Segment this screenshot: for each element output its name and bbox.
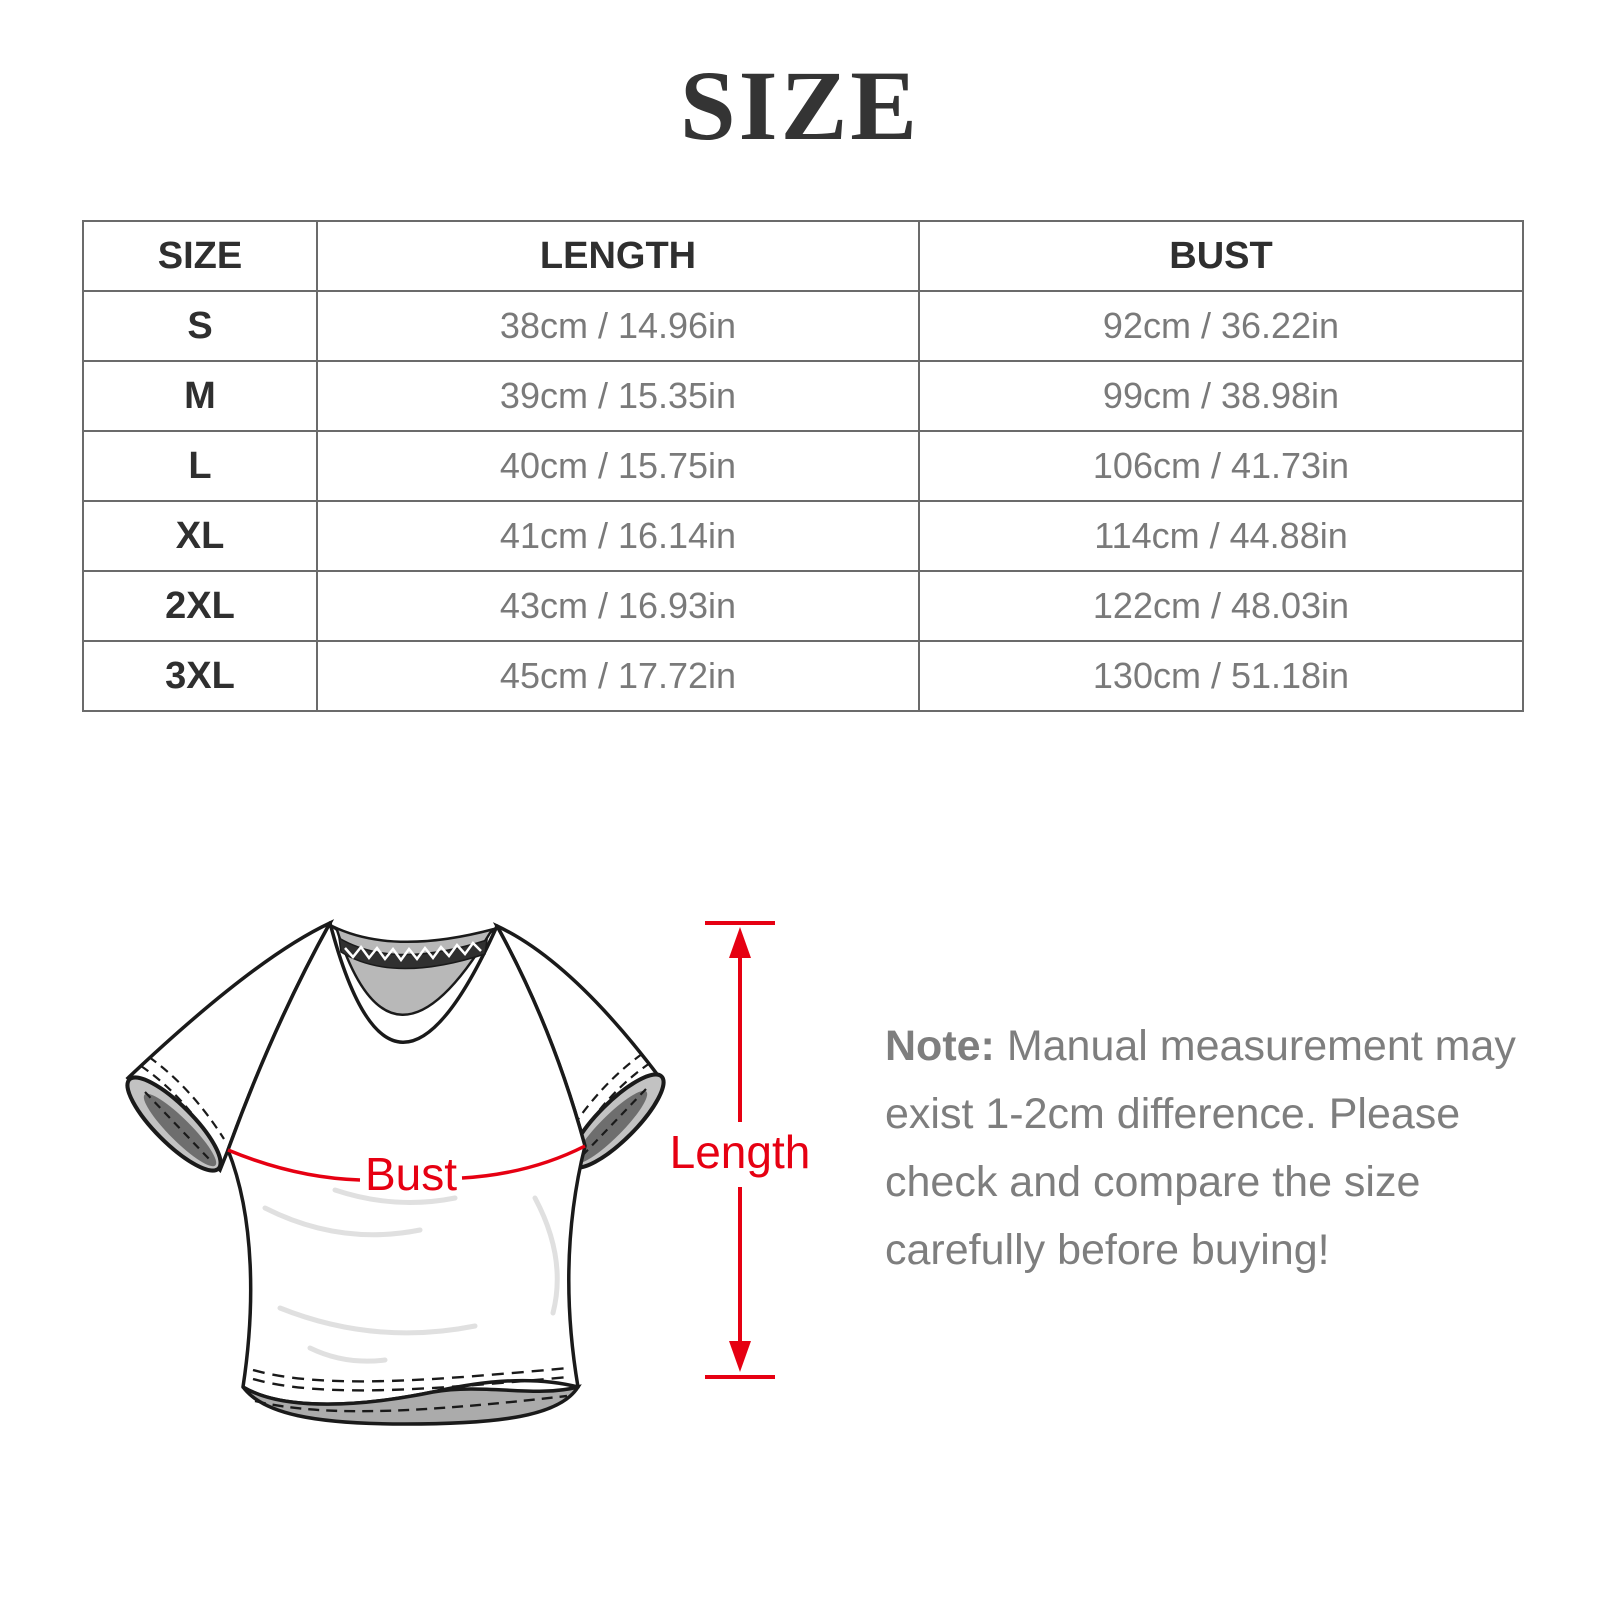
note-text: Manual measurement may <box>1006 1022 1516 1070</box>
note-label: Note: <box>885 1022 995 1070</box>
bust-cell: 99cm / 38.98in <box>919 361 1523 431</box>
size-table-body <box>83 291 1523 711</box>
length-cell: 38cm / 14.96in <box>317 291 919 361</box>
note-line: check and compare the size <box>885 1158 1421 1206</box>
note-line: carefully before buying! <box>885 1226 1330 1274</box>
arrow-down-head <box>729 1341 751 1372</box>
bust-label: Bust <box>364 1148 458 1200</box>
note-line <box>885 1012 1516 1080</box>
bust-cell: 122cm / 48.03in <box>919 571 1523 641</box>
length-cell: 45cm / 17.72in <box>317 641 919 711</box>
size-table <box>82 220 1524 712</box>
note-line: exist 1-2cm difference. Please <box>885 1090 1461 1138</box>
header-size: SIZE <box>83 221 317 291</box>
table-row <box>83 641 1523 711</box>
note-block <box>885 1012 1516 1284</box>
size-cell: M <box>83 361 317 431</box>
bust-cell: 106cm / 41.73in <box>919 431 1523 501</box>
table-row <box>83 361 1523 431</box>
length-cell: 39cm / 15.35in <box>317 361 919 431</box>
header-length: LENGTH <box>317 221 919 291</box>
length-arrow <box>660 910 820 1390</box>
size-cell: XL <box>83 501 317 571</box>
size-cell: L <box>83 431 317 501</box>
table-row <box>83 501 1523 571</box>
tshirt-illustration <box>105 878 675 1428</box>
header-bust: BUST <box>919 221 1523 291</box>
table-row <box>83 571 1523 641</box>
table-row <box>83 291 1523 361</box>
size-cell: 3XL <box>83 641 317 711</box>
bust-cell: 130cm / 51.18in <box>919 641 1523 711</box>
page-title: SIZE <box>680 50 920 161</box>
length-cell: 40cm / 15.75in <box>317 431 919 501</box>
length-cell: 43cm / 16.93in <box>317 571 919 641</box>
table-row <box>83 431 1523 501</box>
arrow-up-head <box>729 927 751 958</box>
length-label: Length <box>669 1126 811 1178</box>
bust-cell: 92cm / 36.22in <box>919 291 1523 361</box>
length-cell: 41cm / 16.14in <box>317 501 919 571</box>
table-header-row <box>83 221 1523 291</box>
size-cell: S <box>83 291 317 361</box>
bust-cell: 114cm / 44.88in <box>919 501 1523 571</box>
size-cell: 2XL <box>83 571 317 641</box>
